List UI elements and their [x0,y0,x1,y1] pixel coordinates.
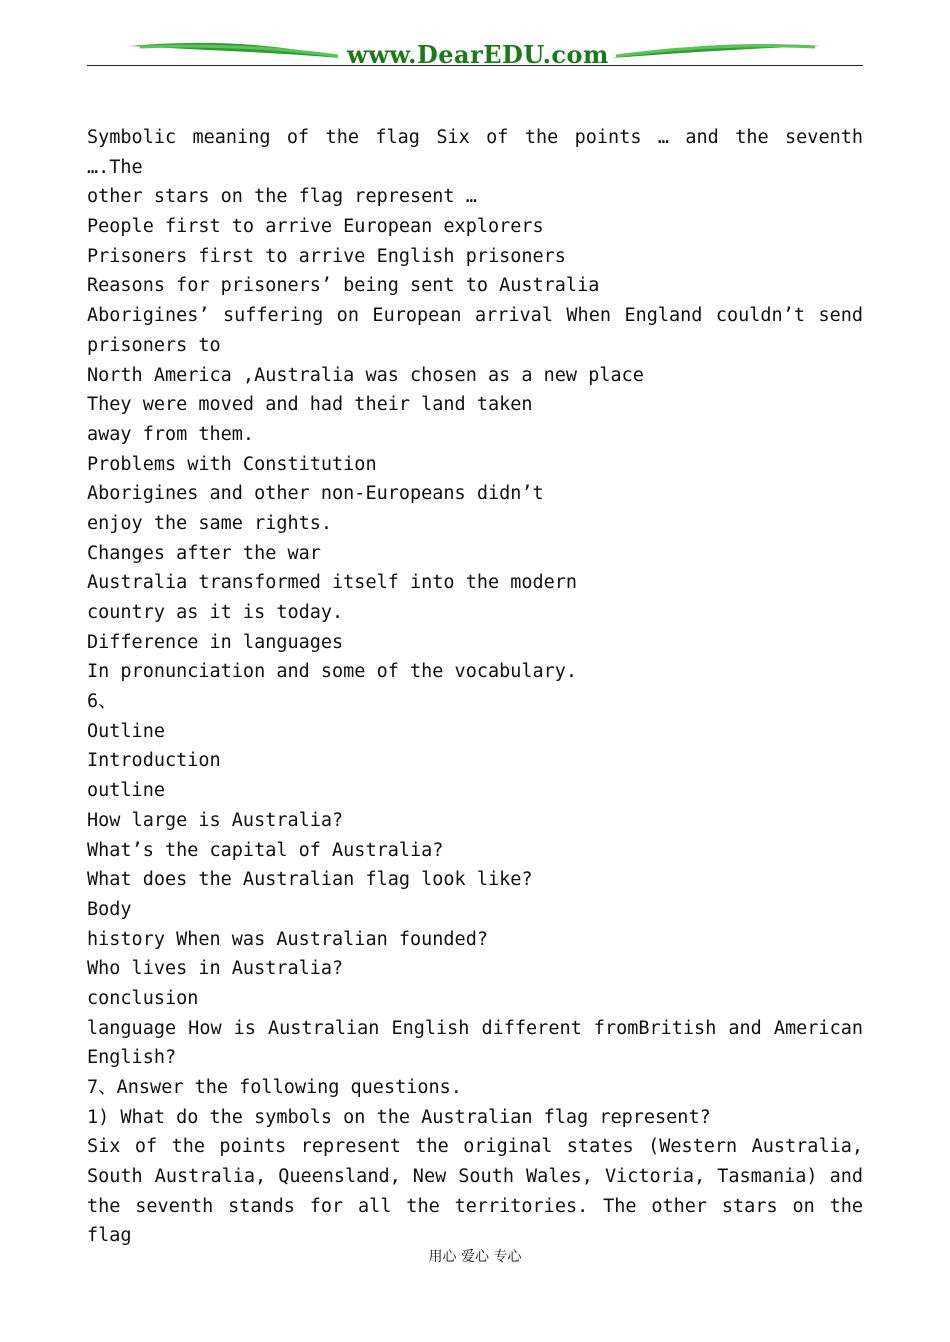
text-line: Aborigines’ suffering on European arrival When England couldn’t send [87,305,863,327]
text-line: conclusion [87,987,199,1009]
text-line: 7、Answer the following questions. [87,1077,462,1098]
text-line: other stars on the flag represent … [87,186,477,208]
text-line: How large is Australia? [87,809,344,831]
site-brand[interactable]: www.DearEDU.com [347,40,609,69]
text-line: Changes after the war [87,542,321,564]
text-line: Prisoners first to arrive English prisoners [87,245,566,267]
text-line: South Australia, Queensland, New South Wales, Victoria, Tasmania) and [87,1166,863,1188]
document-body [87,123,863,1247]
text-line: Six of the points represent the original states (Western Australia, [87,1136,863,1158]
text-line: Introduction [87,750,221,772]
text-line: People first to arrive European explorers [87,216,544,238]
text-line: Australia transformed itself into the modern [87,572,578,594]
text-line: Symbolic meaning of the flag Six of the points … and the seventh [87,127,863,148]
text-line: Difference in languages [87,631,344,653]
text-line: They were moved and had their land taken [87,394,533,416]
text-line: English? [87,1047,177,1069]
page-footer: 用心 爱心 专心 [428,1249,522,1265]
text-line: What does the Australian flag look like? [87,869,533,891]
text-line: prisoners to [87,334,221,356]
text-line: away from them. [87,423,255,445]
text-line: language How is Australian English different fromBritish and American [87,1017,863,1039]
text-line: 6、 [87,691,117,713]
text-line: In pronunciation and some of the vocabulary. [87,661,578,683]
text-line: ….The [87,156,143,178]
text-line: What’s the capital of Australia? [87,839,444,861]
text-line: Who lives in Australia? [87,958,344,980]
text-line: enjoy the same rights. [87,512,333,534]
text-line: Body [87,898,132,920]
text-line: Reasons for prisoners’ being sent to Australia [87,275,600,297]
text-line: Aborigines and other non-Europeans didn’t [87,483,544,505]
text-line: 1) What do the symbols on the Australian flag represent? [87,1106,711,1128]
text-line: Outline [87,720,165,742]
text-line: history When was Australian founded? [87,928,488,950]
header-rule [87,65,863,66]
text-line: Problems with Constitution [87,453,377,475]
text-line: outline [87,780,165,802]
text-line: North America ,Australia was chosen as a new place [87,364,644,386]
text-line: country as it is today. [87,602,344,623]
text-line: the seventh stands for all the territories. The other stars on the flag [87,1195,863,1247]
page-header [0,0,950,80]
